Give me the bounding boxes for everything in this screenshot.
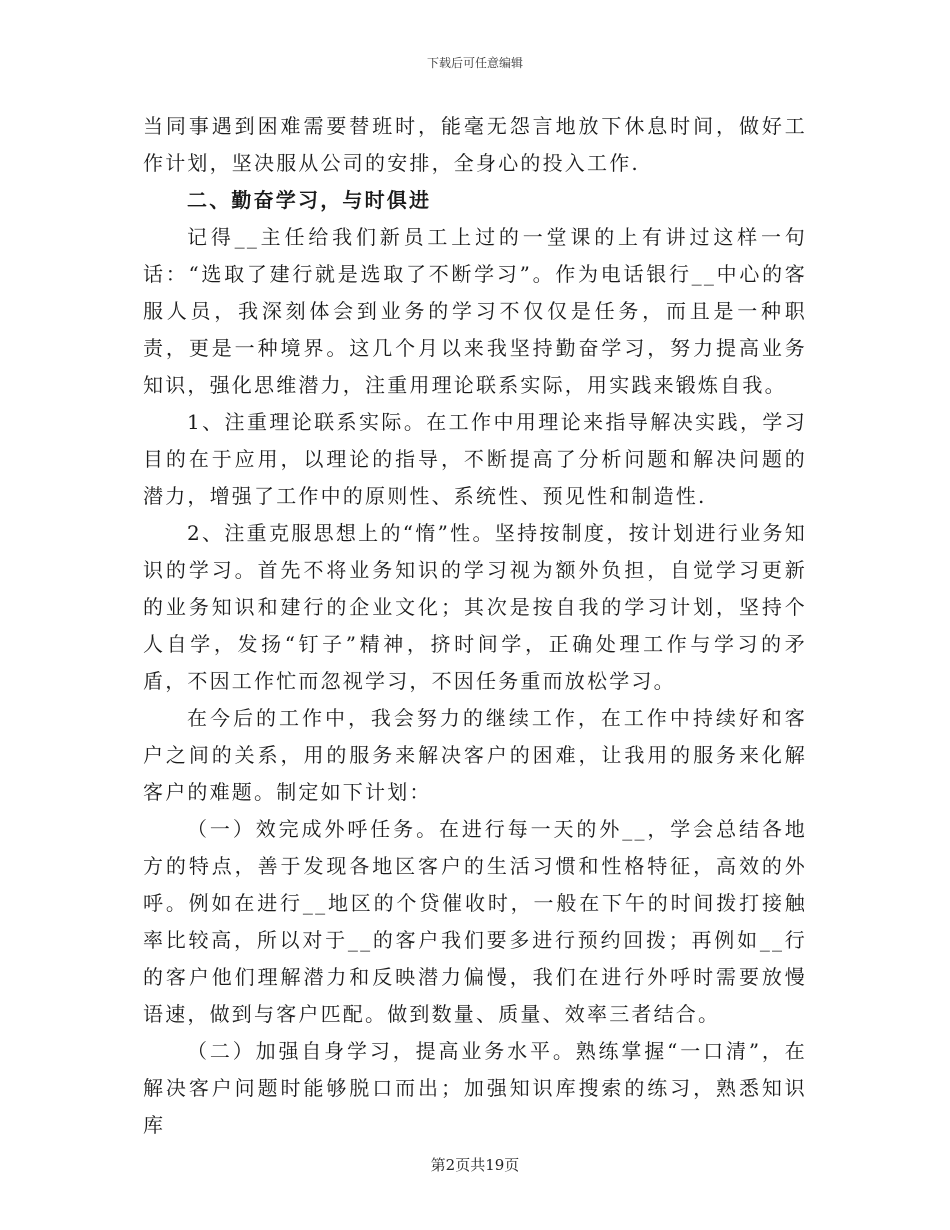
paragraph-future-work: 在今后的工作中，我会努力的继续工作，在工作中持续好和客户之间的关系，用的服务来解决客户的困难，让我用的服务来化解客户的难题。制定如下计划：	[143, 706, 807, 804]
page-number: 第2页共19页	[430, 1156, 520, 1174]
paragraph-overcome-laziness: 2、注重克服思想上的“惰”性。坚持按制度，按计划进行业务知识的学习。首先不将业务知识的学习视为额外负担，自觉学习更新的业务知识和建行的企业文化；其次是按自我的学习计划，坚持个人自学，发扬“钉子”精神，挤时间学，正确处理工作与学习的矛盾，不因工作忙而忽视学习，不因任务重而放松学习。	[143, 521, 807, 693]
document-body	[143, 108, 807, 1144]
paragraph-substitute-shift: 当同事遇到困难需要替班时，能毫无怨言地放下休息时间，做好工作计划，坚决服从公司的安排，全身心的投入工作.	[143, 114, 807, 175]
paragraph-director-lesson: 记得__主任给我们新员工上过的一堂课的上有讲过这样一句话：“选取了建行就是选取了不断学习”。作为电话银行__中心的客服人员，我深刻体会到业务的学习不仅仅是任务，而且是一种职责，更是一种境界。这几个月以来我坚持勤奋学习，努力提高业务知识，强化思维潜力，注重用理论联系实际，用实践来锻炼自我。	[143, 225, 807, 397]
paragraph-theory-practice: 1、注重理论联系实际。在工作中用理论来指导解决实践，学习目的在于应用，以理论的指导，不断提高了分析问题和解决问题的潜力，增强了工作中的原则性、系统性、预见性和制造性.	[143, 410, 807, 508]
paragraph-plan-self-learning: （二）加强自身学习，提高业务水平。熟练掌握“一口清”，在解决客户问题时能够脱口而出；加强知识库搜索的练习，熟悉知识库	[143, 1039, 807, 1137]
page-header-note: 下载后可任意编辑	[426, 56, 523, 70]
paragraph-plan-outbound-calls: （一）效完成外呼任务。在进行每一天的外__，学会总结各地方的特点，善于发现各地区客户的生活习惯和性格特征，高效的外呼。例如在进行__地区的个贷催收时，一般在下午的时间拨打接触率比较高，所以对于__的客户我们要多进行预约回拨；再例如__行的客户他们理解潜力和反映潜力偏慢，我们在进行外呼时需要放慢语速，做到与客户匹配。做到数量、质量、效率三者结合。	[143, 817, 807, 1026]
section-heading-study: 二、勤奋学习，与时俱进	[187, 188, 432, 212]
